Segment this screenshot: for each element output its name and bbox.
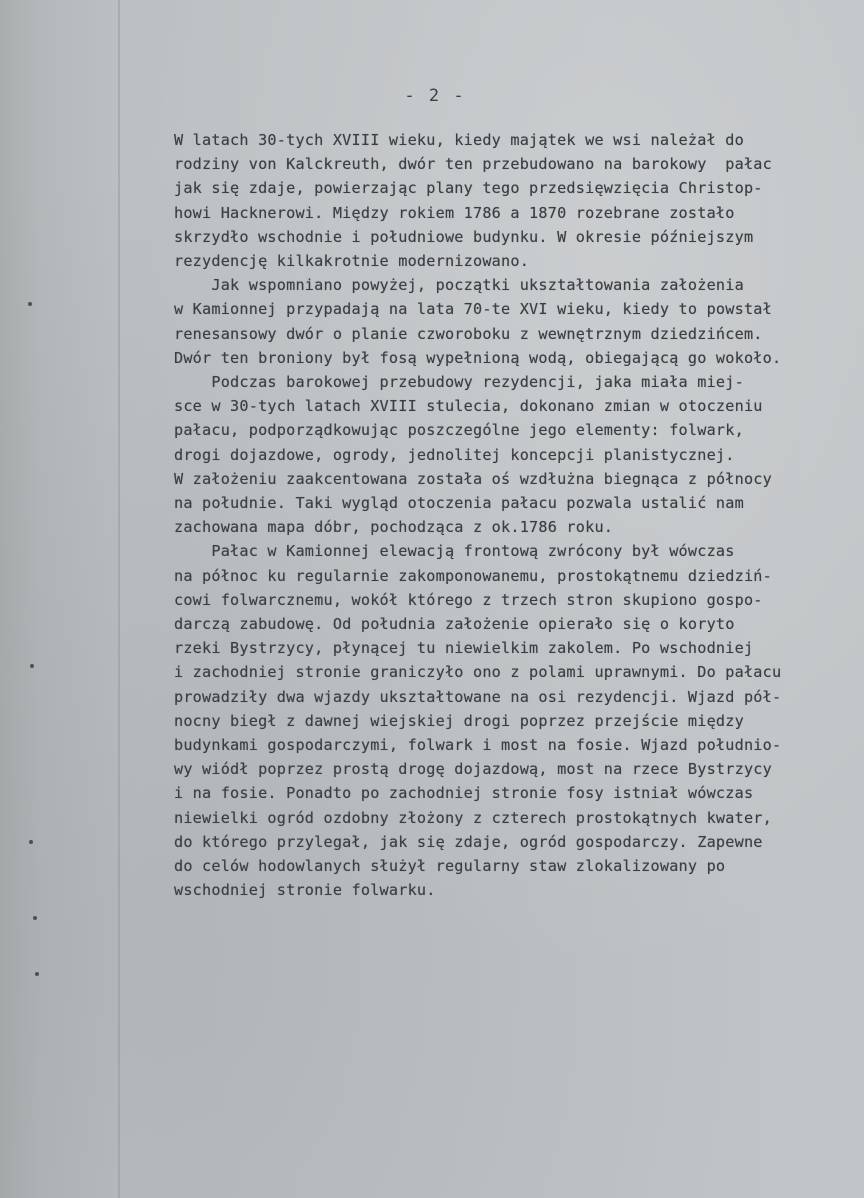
text-line: pałacu, podporządkowując poszczególne jego elementy: folwark, bbox=[174, 421, 744, 440]
text-line: na południe. Taki wygląd otoczenia pałacu pozwala ustalić nam bbox=[174, 494, 744, 513]
text-line: darczą zabudowę. Od południa założenie opierało się o koryto bbox=[174, 615, 735, 634]
typewritten-text-body bbox=[174, 128, 854, 903]
text-line: wschodniej stronie folwarku. bbox=[174, 881, 436, 900]
text-line: nocny biegł z dawnej wiejskiej drogi poprzez przejście między bbox=[174, 711, 744, 730]
text-line: rezydencję kilkakrotnie modernizowano. bbox=[174, 252, 530, 271]
text-line: renesansowy dwór o planie czworoboku z wewnętrznym dziedzińcem. bbox=[174, 324, 763, 343]
text-line: do celów hodowlanych służył regularny staw zlokalizowany po bbox=[174, 857, 726, 876]
punch-hole-mark bbox=[29, 840, 33, 844]
text-line: w Kamionnej przypadają na lata 70-te XVI wieku, kiedy to powstał bbox=[174, 300, 772, 319]
text-line: sce w 30-tych latach XVIII stulecia, dokonano zmian w otoczeniu bbox=[174, 397, 763, 416]
text-line: Pałac w Kamionnej elewacją frontową zwrócony był wówczas bbox=[174, 542, 735, 561]
text-line: i na fosie. Ponadto po zachodniej stronie fosy istniał wówczas bbox=[174, 784, 754, 803]
text-line: na północ ku regularnie zakomponowanemu, prostokątnemu dziedziń- bbox=[174, 566, 772, 585]
text-line: niewielki ogród ozdobny złożony z czterech prostokątnych kwater, bbox=[174, 808, 772, 827]
text-line: budynkami gospodarczymi, folwark i most na fosie. Wjazd południo- bbox=[174, 736, 782, 755]
page-number: - 2 - bbox=[404, 86, 466, 106]
punch-hole-mark bbox=[33, 916, 37, 920]
text-line: jak się zdaje, powierzając plany tego przedsięwzięcia Christop- bbox=[174, 179, 763, 198]
text-line: W założeniu zaakcentowana została oś wzdłużna biegnąca z północy bbox=[174, 469, 772, 488]
punch-hole-mark bbox=[30, 664, 34, 668]
text-line: Dwór ten broniony był fosą wypełnioną wodą, obiegającą go wokoło. bbox=[174, 348, 782, 367]
text-line: drogi dojazdowe, ogrody, jednolitej koncepcji planistycznej. bbox=[174, 445, 735, 464]
text-line: W latach 30-tych XVIII wieku, kiedy majątek we wsi należał do bbox=[174, 131, 744, 149]
text-line: prowadziły dwa wjazdy ukształtowane na osi rezydencji. Wjazd pół- bbox=[174, 687, 782, 706]
text-line: zachowana mapa dóbr, pochodząca z ok.1786 roku. bbox=[174, 518, 614, 537]
text-line: i zachodniej stronie graniczyło ono z polami uprawnymi. Do pałacu bbox=[174, 663, 782, 682]
text-line: Podczas barokowej przebudowy rezydencji, jaka miała miej- bbox=[174, 373, 744, 392]
text-line: Jak wspomniano powyżej, początki ukształtowania założenia bbox=[174, 276, 744, 295]
text-line: do którego przylegał, jak się zdaje, ogród gospodarczy. Zapewne bbox=[174, 832, 763, 851]
text-line: rzeki Bystrzycy, płynącej tu niewielkim zakolem. Po wschodniej bbox=[174, 639, 754, 658]
punch-hole-mark bbox=[28, 302, 32, 306]
text-line: cowi folwarcznemu, wokół którego z trzech stron skupiono gospo- bbox=[174, 590, 763, 609]
text-line: skrzydło wschodnie i południowe budynku. W okresie późniejszym bbox=[174, 227, 754, 246]
page-binding-edge bbox=[118, 0, 120, 1198]
text-line: wy wiódł poprzez prostą drogę dojazdową, most na rzece Bystrzycy bbox=[174, 760, 772, 779]
text-line: rodziny von Kalckreuth, dwór ten przebudowano na barokowy pałac bbox=[174, 155, 772, 174]
text-line: howi Hacknerowi. Między rokiem 1786 a 1870 rozebrane zostało bbox=[174, 203, 735, 222]
punch-hole-mark bbox=[35, 972, 39, 976]
